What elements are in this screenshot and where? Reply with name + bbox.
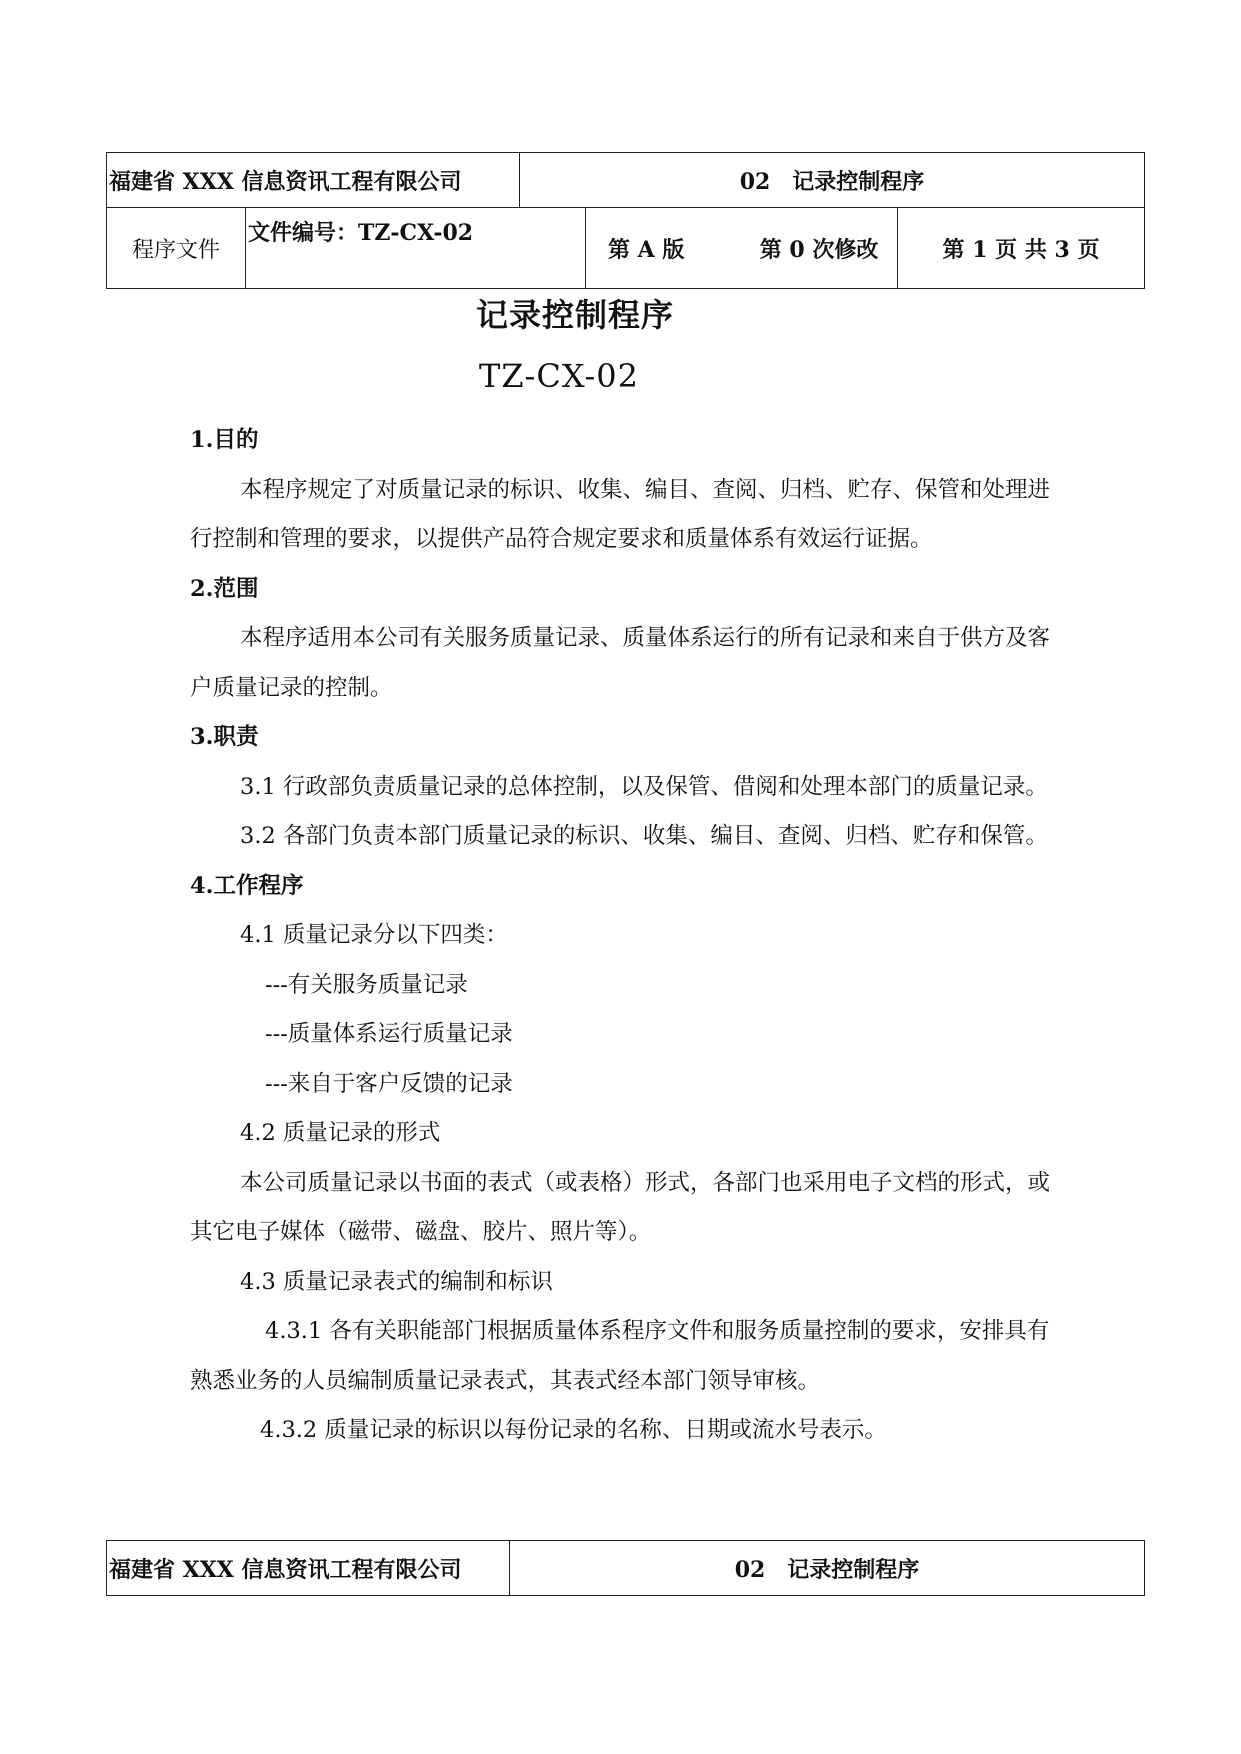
header-page: 第 1 页 共 3 页	[898, 208, 1145, 289]
document-title: 记录控制程序	[475, 296, 674, 334]
section-heading: 2.范围	[190, 575, 259, 602]
paragraph: 3.1 行政部负责质量记录的总体控制，以及保管、借阅和处理本部门的质量记录。	[240, 773, 1048, 800]
footer-company: 福建省 XXX 信息资讯工程有限公司	[107, 1541, 510, 1596]
paragraph: 4.2 质量记录的形式	[240, 1120, 441, 1146]
paragraph: 本程序适用本公司有关服务质量记录、质量体系运行的所有记录和来自于供方及客户质量记录的控制。	[190, 625, 1051, 701]
paragraph: 4.1 质量记录分以下四类：	[240, 922, 508, 948]
document-code: TZ-CX-02	[478, 357, 640, 395]
header-revision: 第 0 次修改	[759, 236, 879, 263]
section-heading: 4.工作程序	[190, 872, 304, 899]
header-table	[106, 152, 1145, 289]
header-version: 第 A 版	[608, 236, 685, 263]
paragraph: 4.3.1 各有关职能部门根据质量体系程序文件和服务质量控制的要求，安排具有熟悉业务的人员编制质量记录表式，其表式经本部门领导审核。	[190, 1318, 1050, 1394]
paragraph: 本程序规定了对质量记录的标识、收集、编目、查阅、归档、贮存、保管和处理进行控制和管理的要求，以提供产品符合规定要求和质量体系有效运行证据。	[190, 476, 1051, 552]
list-item: ---来自于客户反馈的记录	[265, 1070, 513, 1097]
header-version-cell	[586, 208, 898, 289]
document-body	[190, 416, 1070, 1456]
paragraph: 4.3.2 质量记录的标识以每份记录的名称、日期或流水号表示。	[260, 1417, 887, 1443]
list-item: ---有关服务质量记录	[265, 971, 468, 998]
section-heading: 1.目的	[190, 427, 259, 453]
header-doc-type: 程序文件	[107, 208, 246, 289]
header-doc-title: 02 记录控制程序	[520, 153, 1145, 208]
list-item: ---质量体系运行质量记录	[265, 1021, 513, 1047]
footer-doc-title: 02 记录控制程序	[510, 1541, 1145, 1596]
header-company: 福建省 XXX 信息资讯工程有限公司	[107, 153, 520, 208]
paragraph: 4.3 质量记录表式的编制和标识	[240, 1268, 553, 1295]
paragraph: 3.2 各部门负责本部门质量记录的标识、收集、编目、查阅、归档、贮存和保管。	[240, 823, 1048, 849]
section-heading: 3.职责	[190, 724, 259, 750]
header-doc-number: 文件编号：TZ-CX-02	[246, 208, 586, 289]
paragraph: 本公司质量记录以书面的表式（或表格）形式，各部门也采用电子文档的形式，或其它电子媒体（磁带、磁盘、胶片、照片等）。	[190, 1169, 1051, 1245]
footer-table	[106, 1540, 1145, 1596]
